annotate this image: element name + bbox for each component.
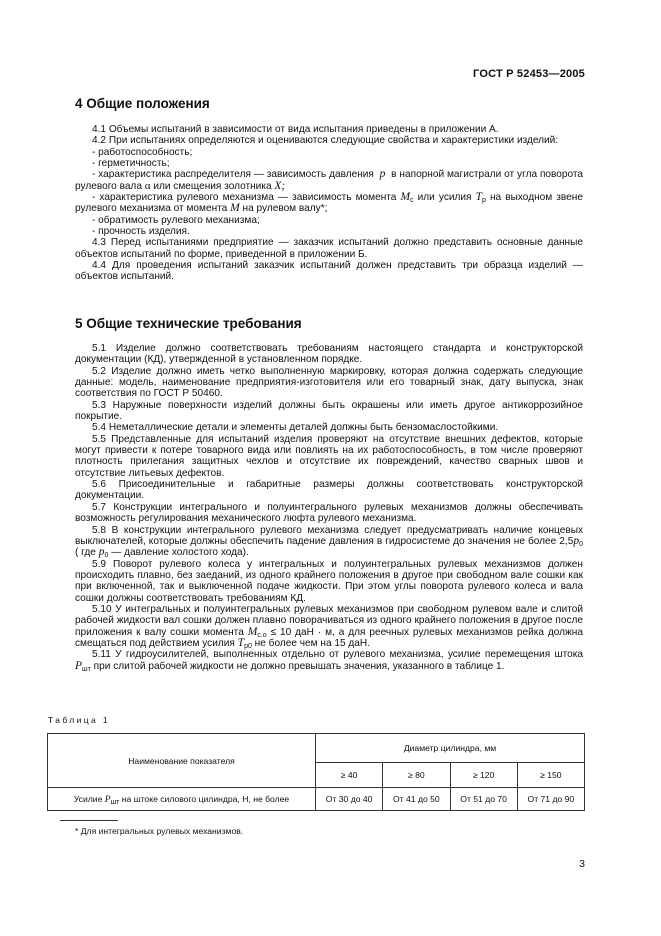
- text-fragment: в напорной магистрали от угла поворота рулевого вала: [75, 169, 584, 192]
- symbol-p: P: [104, 794, 111, 805]
- paragraph-5-2: 5.2 Изделие должно иметь четко выполненную маркировку, которая должна содержать следующие данные: модель, наименование предприятия-изготовителя или его товарный знак, дату выпуска, знак соответствия по ГОСТ Р 50460.: [75, 365, 583, 400]
- section-4-heading: 4 Общие положения: [75, 96, 210, 111]
- text-fragment: ( где: [75, 547, 96, 559]
- text-fragment: не более чем на 15 даН.: [254, 637, 370, 649]
- text-fragment: или усилия: [417, 192, 472, 204]
- text-fragment: - характеристика рулевого механизма — зависимость момента: [92, 192, 397, 204]
- subscript: 0: [579, 540, 583, 548]
- subscript: с: [410, 197, 414, 205]
- paragraph-5-10: [75, 604, 583, 649]
- text-fragment: или смещения золотника: [153, 180, 272, 192]
- symbol-p: p: [379, 168, 386, 181]
- paragraph-4-2: 4.2 При испытаниях определяются и оцениваются следующие свойства и характеристики изделий:: [92, 135, 559, 147]
- subscript: шт: [82, 665, 91, 673]
- symbol-m: M: [247, 625, 258, 638]
- footnote-divider: [60, 820, 118, 821]
- text-fragment: на выходном звене рулевого механизма от момента: [75, 192, 583, 215]
- paragraph-5-3: 5.3 Наружные поверхности изделий должны быть окрашены или иметь другое антикоррозийное покрытие.: [75, 399, 583, 423]
- paragraph-5-7: 5.7 Конструкции интегрального и полуинтегрального рулевых механизмов должны обеспечивать возможность регулирования механического люфта рулевого механизма.: [75, 501, 583, 525]
- text-fragment: при слитой рабочей жидкости не должно превышать значения, указанного в таблице 1.: [93, 660, 505, 672]
- text-fragment: на штоке силового цилиндра, Н, не более: [121, 793, 290, 804]
- list-item-strength: - прочность изделия.: [92, 226, 190, 238]
- table-cell: От 51 до 70: [450, 788, 517, 811]
- subscript: р: [482, 197, 486, 205]
- footnote: * Для интегральных рулевых механизмов.: [75, 826, 244, 836]
- text-fragment: ≤ 10 даН · м, а для реечных рулевых механизмов рейка должна смещаться под действием усилия: [75, 626, 583, 649]
- paragraph-5-5: 5.5 Представленные для испытаний изделия проверяют на отсутствие внешних дефектов, которые могут привести к потере товарного вида или повлиять на их работоспособность, в том числе проверяют плотность прилегания защитных чехлов и отсутствие их повреждений, качество сварных швов и отсутствие литьевых дефектов.: [75, 433, 583, 479]
- list-item-tightness: - герметичность;: [92, 158, 170, 170]
- page-number: 3: [579, 858, 585, 870]
- symbol-m: M: [400, 191, 411, 204]
- paragraph-5-9: 5.9 Поворот рулевого колеса у интегральных и полуинтегральных рулевых механизмов должен происходить плавно, без заеданий, из одного крайнего положения в другое при свободном вале сошки как при включенной, так и выключенной подаче жидкости. При этом углы поворота рулевого колеса и вала сошки должны соответствовать требованиям КД.: [75, 558, 583, 604]
- subscript: шт: [110, 798, 120, 806]
- subscript: р0: [244, 642, 252, 650]
- symbol-m: M: [230, 202, 240, 215]
- table-cell: От 71 до 90: [517, 788, 584, 811]
- section-5-body: [75, 343, 583, 672]
- table-header-diameter-value: ≥ 40: [316, 763, 383, 788]
- symbol-p: p: [98, 546, 105, 559]
- paragraph-5-11: [75, 649, 583, 672]
- text-fragment: 5.10 У интегральных и полуинтегральных рулевых механизмов при свободном рулевом вале и слитой рабочей жидкости вал сошки должен плавно поворачиваться из одного крайнего положения в другое после приложения к валу сошки момента: [75, 603, 583, 638]
- subscript: с.о: [257, 631, 267, 639]
- table-cell: От 41 до 50: [383, 788, 450, 811]
- paragraph-5-6: 5.6 Присоединительные и габаритные размеры должны соответствовать конструкторской документации.: [75, 479, 583, 502]
- table-header-indicator: Наименование показателя: [48, 734, 316, 788]
- table-cell: От 30 до 40: [316, 788, 383, 811]
- text-fragment: - характеристика распределителя — зависимость давления: [92, 169, 374, 181]
- symbol-t: T: [237, 636, 245, 649]
- symbol-x: X;: [274, 179, 286, 192]
- paragraph-4-4: 4.4 Для проведения испытаний заказчик испытаний должен представить три образца изделий — объектов испытаний.: [75, 260, 583, 283]
- table-header-diameter-value: ≥ 80: [383, 763, 450, 788]
- list-item-distributor-characteristic: [75, 169, 583, 192]
- paragraph-4-3: 4.3 Перед испытаниями предприятие — заказчик испытаний должно представить основные данные объектов испытаний по форме, приведенной в приложении Б.: [75, 237, 583, 260]
- table-row-label: [48, 788, 316, 811]
- text-fragment: 5.11 У гидроусилителей, выполненных отдельно от рулевого механизма, усилие перемещения штока: [92, 649, 583, 661]
- text-fragment: — давление холостого хода).: [111, 547, 249, 559]
- list-item-mechanism-characteristic: [75, 192, 583, 215]
- paragraph-5-4: 5.4 Неметаллические детали и элементы деталей должны быть бензомаслостойкими.: [92, 422, 499, 434]
- list-item-operability: - работоспособность;: [92, 146, 193, 158]
- list-item-reversibility: - обратимость рулевого механизма;: [92, 214, 260, 226]
- table-1: [47, 733, 585, 811]
- paragraph-5-8: [75, 525, 583, 559]
- symbol-alpha: α: [144, 179, 151, 192]
- table-caption: Таблица 1: [48, 715, 111, 725]
- table-header-diameter: Диаметр цилиндра, мм: [316, 734, 585, 763]
- text-fragment: на рулевом валу*;: [242, 203, 328, 215]
- table-header-diameter-value: ≥ 120: [450, 763, 517, 788]
- section-4-body: [75, 124, 583, 283]
- paragraph-4-1: 4.1 Объемы испытаний в зависимости от вида испытания приведены в приложении А.: [92, 124, 499, 135]
- table-header-diameter-value: ≥ 150: [517, 763, 584, 788]
- section-5-heading: 5 Общие технические требования: [75, 316, 302, 331]
- text-fragment: 5.8 В конструкции интегрального рулевого механизма следует предусматривать наличие концевых выключателей, которые должны обеспечить падение давления в гидросистеме до значения не более 2,5: [75, 524, 583, 547]
- text-fragment: Усилие: [73, 793, 103, 804]
- document-header-id: ГОСТ Р 52453—2005: [473, 68, 585, 80]
- subscript: 0: [104, 552, 109, 560]
- symbol-t: T: [475, 191, 482, 204]
- paragraph-5-1: 5.1 Изделие должно соответствовать требованиям настоящего стандарта и конструкторской документации (КД), утвержденной в установленном порядке.: [75, 343, 583, 366]
- symbol-p: P: [75, 659, 83, 672]
- symbol-p: p: [573, 534, 580, 547]
